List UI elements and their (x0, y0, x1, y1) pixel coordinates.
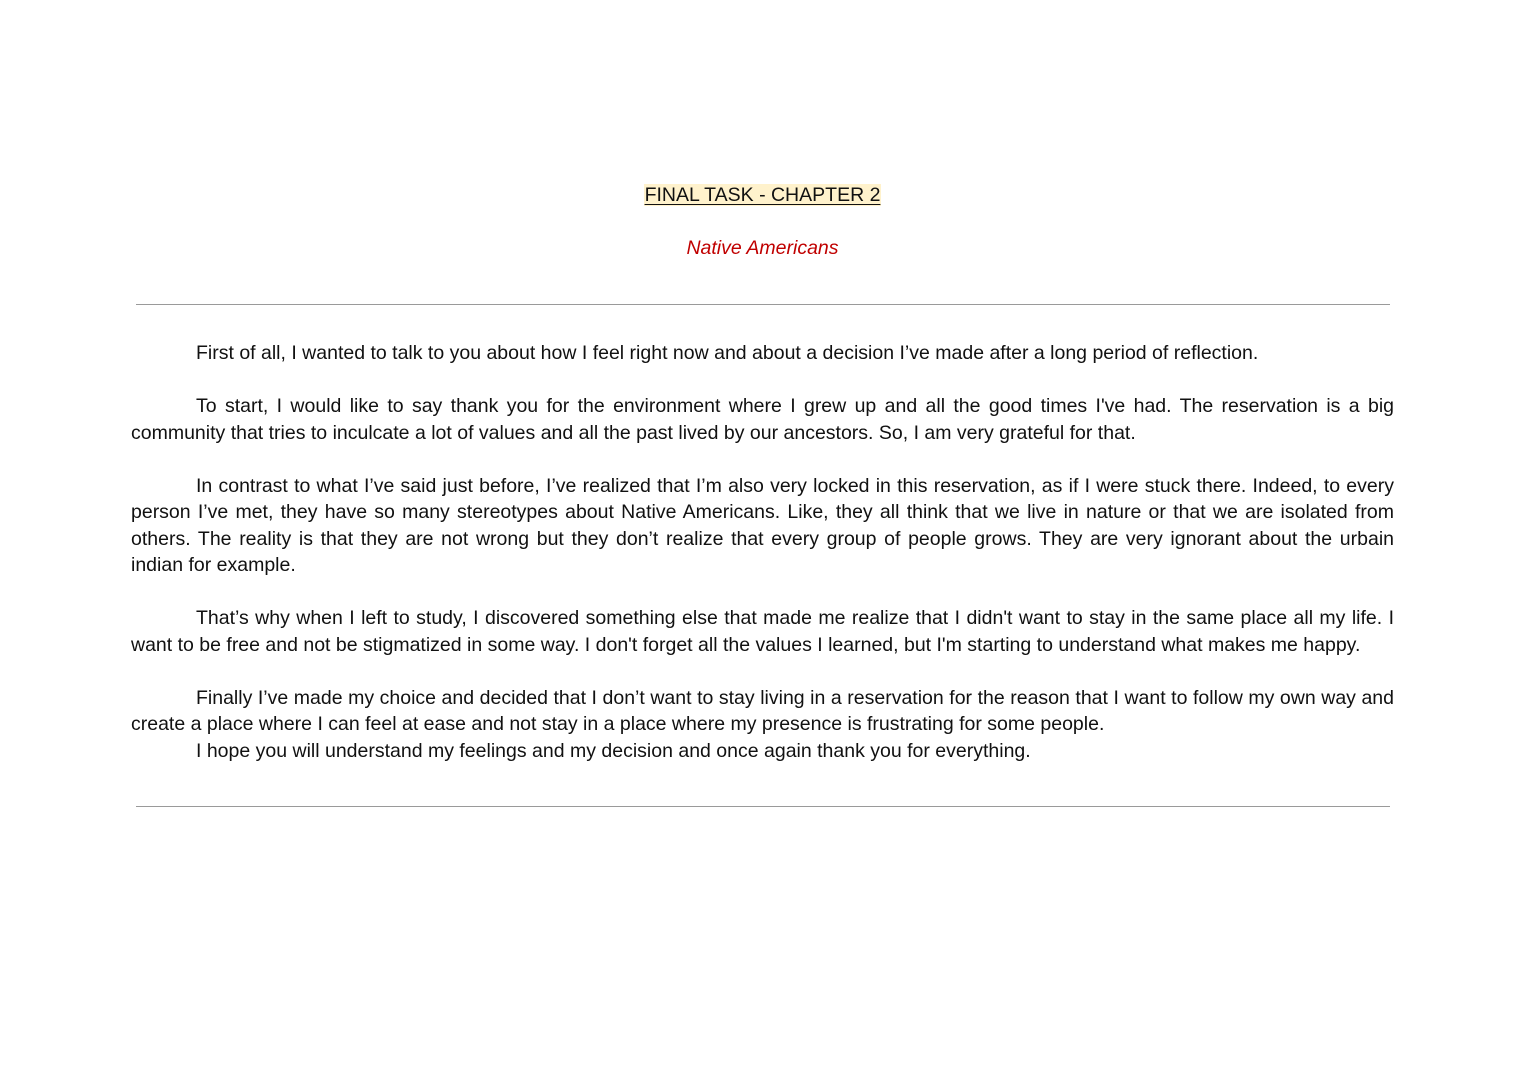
document-title (0, 182, 1525, 208)
paragraph: First of all, I wanted to talk to you about how I feel right now and about a decision I’ve made after a long period of reflection. (196, 342, 1259, 364)
top-divider (136, 304, 1390, 305)
bottom-divider (136, 806, 1390, 807)
paragraph: Finally I’ve made my choice and decided that I don’t want to stay living in a reservation for the reason that I want to follow my own way and create a place where I can feel at ease and not stay in a place where my presence is frustrating for some people. (131, 686, 1394, 735)
paragraph: To start, I would like to say thank you for the environment where I grew up and all the good times I've had. The reservation is a big community that tries to inculcate a lot of values and all the past lived by our ancestors. So, I am very grateful for that. (131, 395, 1394, 444)
document-subtitle: Native Americans (686, 237, 839, 259)
paragraph: That’s why when I left to study, I discovered something else that made me realize that I didn't want to stay in the same place all my life. I want to be free and not be stigmatized in some way. I don't forget all the values I learned, but I'm starting to understand what makes me happy. (131, 607, 1394, 656)
document-title-text: FINAL TASK - CHAPTER 2 (644, 184, 881, 206)
paragraph: In contrast to what I’ve said just before, I’ve realized that I’m also very locked in this reservation, as if I were stuck there. Indeed, to every person I’ve met, they have so many stereotypes about Native Americans. Like, they all think that we live in nature or that we are isolated from others. The reality is that they are not wrong but they don’t realize that every group of people grows. They are very ignorant about the urbain indian for example. (131, 474, 1394, 576)
paragraph: I hope you will understand my feelings and my decision and once again thank you for everything. (196, 739, 1031, 762)
letter-body (131, 340, 1394, 764)
